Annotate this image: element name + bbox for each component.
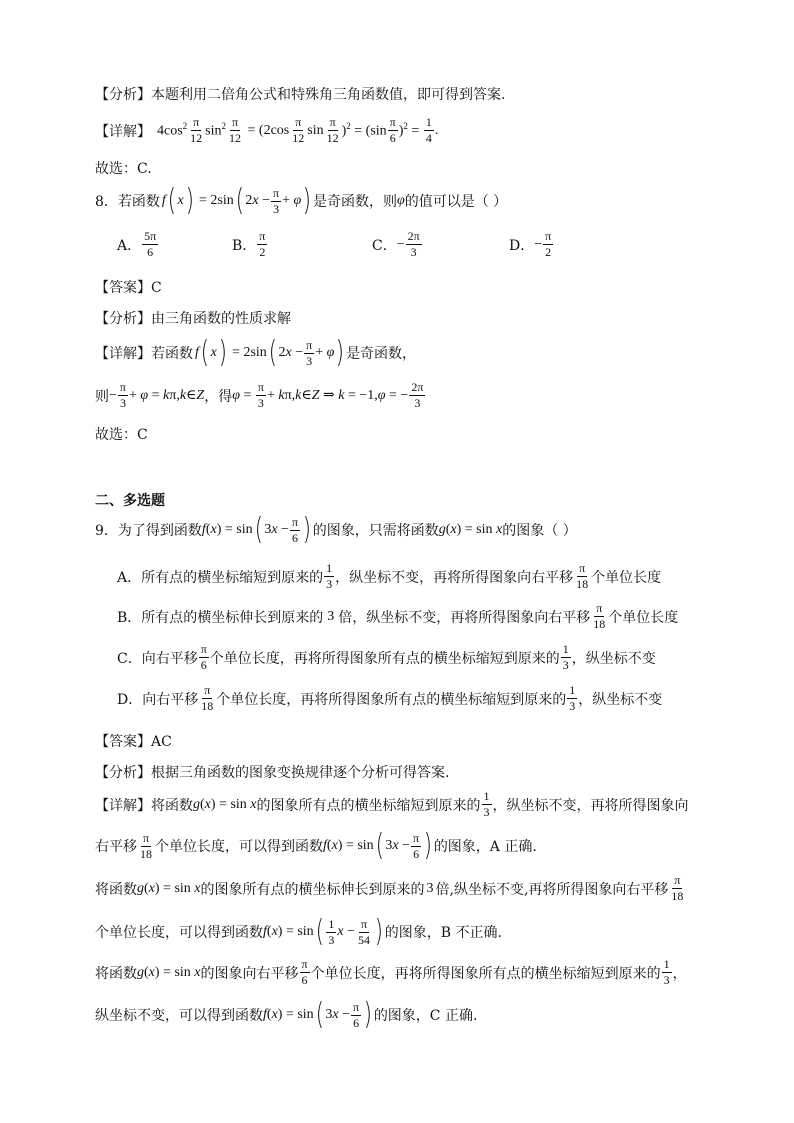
q7-formula: $4\cos^2$ $\frac{\pi}{12}$ $\sin^2$ $\frac{\pi}{12}$ = (2cos $\frac{\pi}{12}$ sin $\frac{\pi}{12}$ )$^2$ = (sin $\frac{\pi}{6}$ )$^2$ = $\frac{1}{4}$ . bbox=[157, 115, 439, 145]
q8-stem: 8．若函数 f ( x ) = 2sin ( 2x − $\frac{\pi}{3}$ + φ ) 是奇函数，则 φ 的值可以是（ ） bbox=[95, 183, 508, 218]
q9-option-b: B．所有点的横坐标伸长到原来的 3 倍，纵坐标不变，再将所得图象向右平移 $\frac{\pi}{18}$ 个单位长度 bbox=[117, 601, 679, 631]
q7-choose: 故选：C. bbox=[95, 161, 152, 177]
q8-detail-line: 【详解】 若函数 f ( x ) = 2sin ( 2x − $\frac{\pi}{3}$ + φ ) 是奇函数， bbox=[95, 335, 417, 370]
q7-analysis-line bbox=[95, 84, 505, 104]
q9-option-d: D．向右平移 $\frac{\pi}{18}$ 个单位长度，再将所得图象所有点的横坐标缩短到原来的 $\frac{1}{3}$ ，纵坐标不变 bbox=[117, 683, 663, 713]
section-title: 二、多选题 bbox=[95, 493, 165, 509]
q8-answer-line: 【答案】C bbox=[95, 280, 162, 296]
q9-detail-line1: 【详解】 将函数 g(x) = sin x 的图象所有点的横坐标缩短到原来的 $\frac{1}{3}$ ，纵坐标不变，再将所得图象向 bbox=[95, 789, 689, 819]
analysis-text: 本题利用二倍角公式和特殊角三角函数值，即可得到答案. bbox=[151, 87, 506, 103]
q9-stem: 9．为了得到函数 f(x) = sin ( 3x − $\frac{\pi}{6}$ ) 的图象，只需将函数 g(x) = sin x 的图象（ ） bbox=[95, 512, 577, 547]
q9-detail-line5: 将函数 g(x) = sin x 的图象向右平移 $\frac{\pi}{6}$ 个单位长度，再将所得图象所有点的横坐标缩短到原来的 $\frac{1}{3}$ ， bbox=[95, 957, 687, 987]
q8-analysis-line: 【分析】由三角函数的性质求解 bbox=[95, 311, 291, 327]
q8-option-c: C． − $\frac{2\pi}{3}$ bbox=[372, 229, 420, 259]
q9-analysis-line: 【分析】根据三角函数的图象变换规律逐个分析可得答案. bbox=[95, 765, 450, 781]
q7-detail-line bbox=[95, 116, 438, 145]
q9-option-a: A．所有点的横坐标缩短到原来的 $\frac{1}{3}$ ，纵坐标不变，再将所得图象向右平移 $\frac{\pi}{18}$ 个单位长度 bbox=[117, 561, 662, 591]
q8-choose: 故选：C bbox=[95, 427, 148, 443]
q8-answer: C bbox=[151, 280, 162, 296]
phi-symbol: φ bbox=[396, 193, 405, 208]
q8-function: f ( x ) = 2sin ( 2x − $\frac{\pi}{3}$ + φ ) bbox=[161, 183, 312, 218]
q9-detail-line4: 个单位长度，可以得到函数 f(x) = sin ( $\frac{1}{3}$ x − $\frac{\pi}{54}$ ) 的图象，B 不正确. bbox=[95, 914, 502, 949]
analysis-tag: 【分析】 bbox=[95, 87, 151, 103]
q8-option-b: B． $\frac{\pi}{2}$ bbox=[232, 229, 266, 259]
q8-detail-line2: 则 − $\frac{\pi}{3}$ + φ = kπ,k∈Z ，得 φ = $\frac{\pi}{3}$ + kπ,k∈Z ⇒ k = −1,φ = − $\frac{2\pi}{3}$ bbox=[95, 380, 424, 410]
q8-option-a: A． $\frac{5\pi}{6}$ bbox=[117, 229, 157, 259]
q9-detail-line3: 将函数 g(x) = sin x 的图象所有点的横坐标伸长到原来的 3 倍,纵坐标不变,再将所得图象向右平移 $\frac{\pi}{18}$ bbox=[95, 873, 684, 903]
detail-tag: 【详解】 bbox=[95, 123, 151, 140]
q9-answer-line: 【答案】AC bbox=[95, 734, 172, 750]
q9-option-c: C．向右平移 $\frac{\pi}{6}$ 个单位长度，再将所得图象所有点的横坐标缩短到原来的 $\frac{1}{3}$ ，纵坐标不变 bbox=[117, 642, 656, 672]
q8-option-d: D． − $\frac{\pi}{2}$ bbox=[509, 229, 552, 259]
q9-detail-line6: 纵坐标不变，可以得到函数 f(x) = sin ( 3x − $\frac{\pi}{6}$ ) 的图象，C 正确. bbox=[95, 997, 478, 1032]
q9-detail-line2: 右平移 $\frac{\pi}{18}$ 个单位长度，可以得到函数 f(x) = sin ( 3x − $\frac{\pi}{6}$ ) 的图象，A 正确. bbox=[95, 828, 537, 863]
q9-answer: AC bbox=[151, 734, 172, 750]
